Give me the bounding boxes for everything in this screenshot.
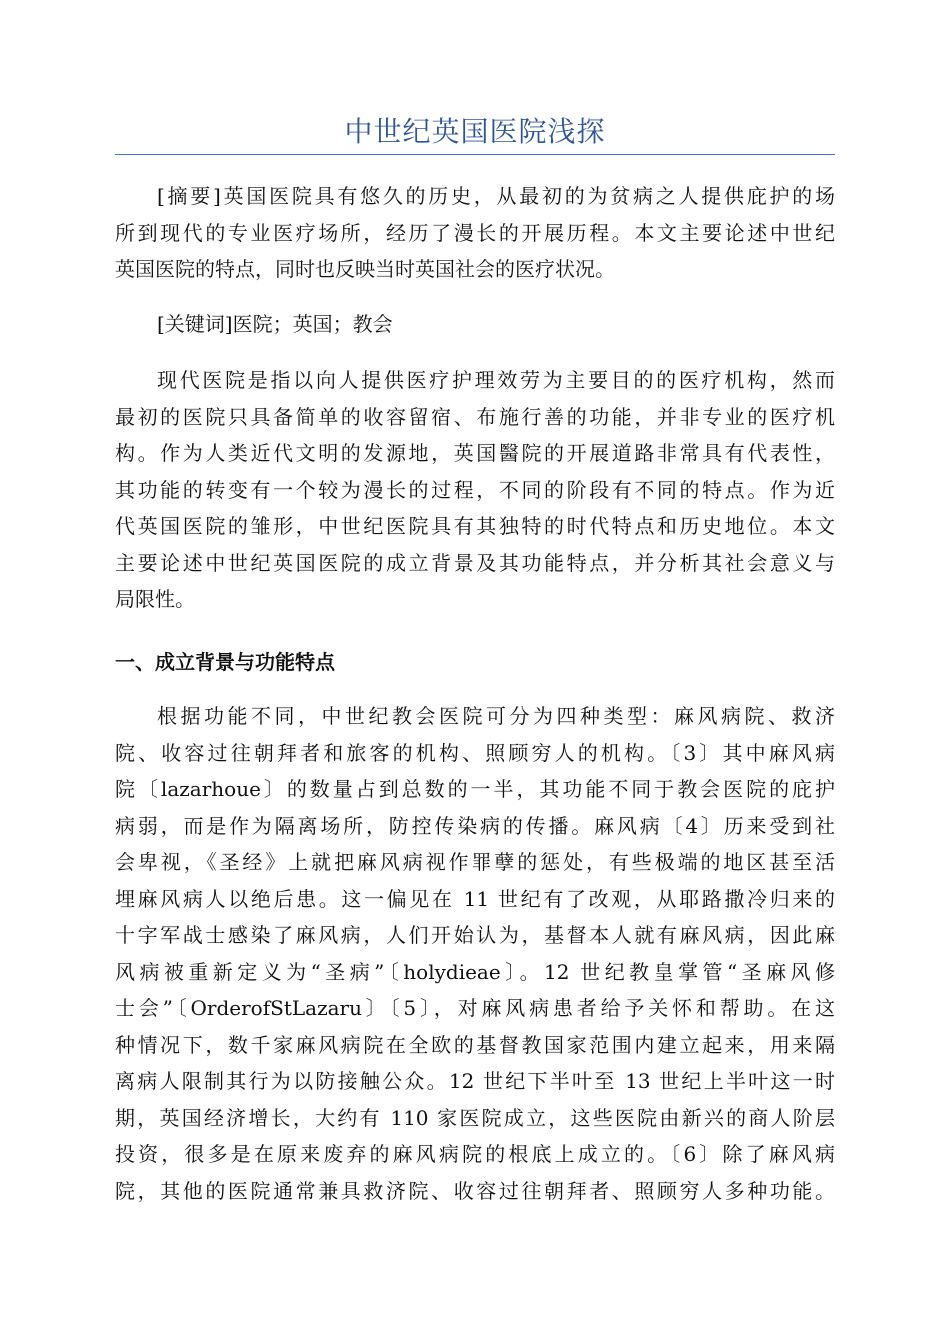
section1-line: 投资，很多是在原来废弃的麻风病院的根底上成立的。〔6〕除了麻风病 [115,1142,835,1166]
intro-line: 局限性。 [115,587,195,611]
section1-line: 院〔lazarhoue〕的数量占到总数的一半，其功能不同于教会医院的庇护 [115,777,835,801]
abstract-line: [摘要]英国医院具有悠久的历史，从最初的为贫病之人提供庇护的场 [157,184,835,208]
keywords-line: [关键词]医院；英国；教会 [157,312,393,336]
section1-line: 风病被重新定义为“圣病”〔holydieae〕。12 世纪教皇掌管“圣麻风修 [115,959,835,984]
document-title: 中世纪英国医院浅探 [344,115,606,148]
intro-paragraph [115,362,835,618]
section1-line: 离病人限制其行为以防接触公众。12 世纪下半叶至 13 世纪上半叶这一时 [115,1069,835,1093]
abstract-line: 英国医院的特点，同时也反映当时英国社会的医疗状况。 [115,257,615,281]
intro-line: 主要论述中世纪英国医院的成立背景及其功能特点，并分析其社会意义与 [115,550,835,575]
abstract-paragraph [115,178,835,288]
section1-line: 种情况下，数千家麻风病院在全欧的基督教国家范围内建立起来，用来隔 [115,1032,835,1057]
intro-line: 构。作为人类近代文明的发源地，英国醫院的开展道路非常具有代表性， [115,441,835,465]
section1-line: 会卑视，《圣经》上就把麻风病视作罪孽的惩处，有些极端的地区甚至活 [115,850,835,874]
section1-line: 期，英国经济增长，大约有 110 家医院成立，这些医院由新兴的商人阶层 [115,1105,835,1130]
intro-line: 最初的医院只具备简单的收容留宿、布施行善的功能，并非专业的医疗机 [115,404,835,429]
section1-paragraph [115,698,835,1209]
section1-line: 埋麻风病人以绝后患。这一偏见在 11 世纪有了改观，从耶路撒冷归来的 [115,886,835,911]
section1-line: 士会”〔OrderofStLazaru〕〔5〕，对麻风病患者给予关怀和帮助。在这 [115,996,835,1020]
section1-line: 根据功能不同，中世纪教会医院可分为四种类型：麻风病院、救济 [157,704,835,728]
keywords-paragraph [115,306,835,343]
intro-line: 代英国医院的雏形，中世纪医院具有其独特的时代特点和历史地位。本文 [115,514,835,538]
section1-line: 病弱，而是作为隔离场所，防控传染病的传播。麻风病〔4〕历来受到社 [115,813,835,838]
abstract-line: 所到现代的专业医疗场所，经历了漫长的开展历程。本文主要论述中世纪 [115,220,835,245]
section-heading: 一、成立背景与功能特点 [115,650,335,674]
intro-line: 其功能的转变有一个较为漫长的过程，不同的阶段有不同的特点。作为近 [115,477,835,502]
section1-line: 院、收容过往朝拜者和旅客的机构、照顾穷人的机构。〔3〕其中麻风病 [115,740,835,765]
section1-line: 院，其他的医院通常兼具救济院、收容过往朝拜者、照顾穷人多种功能。 [115,1178,835,1203]
section1-line: 十字军战士感染了麻风病，人们开始认为，基督本人就有麻风病，因此麻 [115,923,835,947]
title-underline [115,154,835,155]
intro-line: 现代医院是指以向人提供医疗护理效劳为主要目的的医疗机构，然而 [157,368,835,392]
